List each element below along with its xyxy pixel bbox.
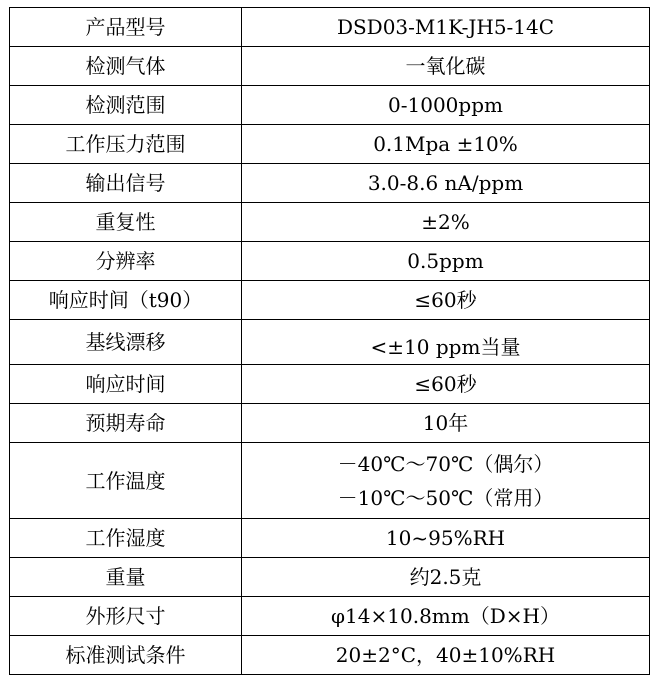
row-value: DSD03-M1K-JH5-14C (242, 8, 650, 47)
row-label: 响应时间（t90） (10, 281, 242, 320)
row-value: 10~95%RH (242, 519, 650, 558)
row-label: 工作压力范围 (10, 125, 242, 164)
row-label: 重量 (10, 558, 242, 597)
row-value-line: －40℃～70℃（偶尔） (337, 451, 554, 476)
row-value-line: －10℃～50℃（常用） (337, 485, 554, 510)
row-label: 预期寿命 (10, 404, 242, 443)
row-label: 工作湿度 (10, 519, 242, 558)
row-value: 10年 (242, 404, 650, 443)
table-row (10, 164, 650, 203)
row-value-cell (242, 443, 650, 519)
row-label: 检测气体 (10, 47, 242, 86)
row-label: 外形尺寸 (10, 597, 242, 636)
table-row (10, 365, 650, 404)
row-value: 0-1000ppm (242, 86, 650, 125)
row-label: 分辨率 (10, 242, 242, 281)
row-label: 响应时间 (10, 365, 242, 404)
table-row (10, 125, 650, 164)
row-value: 0.1Mpa ±10% (242, 125, 650, 164)
row-value: <±10 ppm当量 (370, 335, 521, 359)
row-value: ±2% (242, 203, 650, 242)
row-label: 基线漂移 (10, 320, 242, 365)
table-row (10, 404, 650, 443)
table-row (10, 519, 650, 558)
row-label: 产品型号 (10, 8, 242, 47)
table-row (10, 597, 650, 636)
row-value: 20±2°C，40±10%RH (242, 636, 650, 675)
table-row (10, 558, 650, 597)
spec-table (9, 7, 650, 675)
row-label: 标准测试条件 (10, 636, 242, 675)
table-row (10, 281, 650, 320)
row-value: φ14×10.8mm（D×H） (242, 597, 650, 636)
table-row (10, 443, 650, 519)
row-label: 输出信号 (10, 164, 242, 203)
row-value: 3.0-8.6 nA/ppm (242, 164, 650, 203)
row-value: 一氧化碳 (242, 47, 650, 86)
row-label: 工作温度 (10, 443, 242, 519)
table-row (10, 47, 650, 86)
row-label: 重复性 (10, 203, 242, 242)
table-row (10, 636, 650, 675)
row-value: ≤60秒 (242, 365, 650, 404)
row-value: 0.5ppm (242, 242, 650, 281)
table-row (10, 242, 650, 281)
row-value-cell (242, 320, 650, 365)
row-value: ≤60秒 (242, 281, 650, 320)
table-row (10, 320, 650, 365)
table-row (10, 8, 650, 47)
table-row (10, 203, 650, 242)
table-row (10, 86, 650, 125)
row-label: 检测范围 (10, 86, 242, 125)
row-value: 约2.5克 (242, 558, 650, 597)
